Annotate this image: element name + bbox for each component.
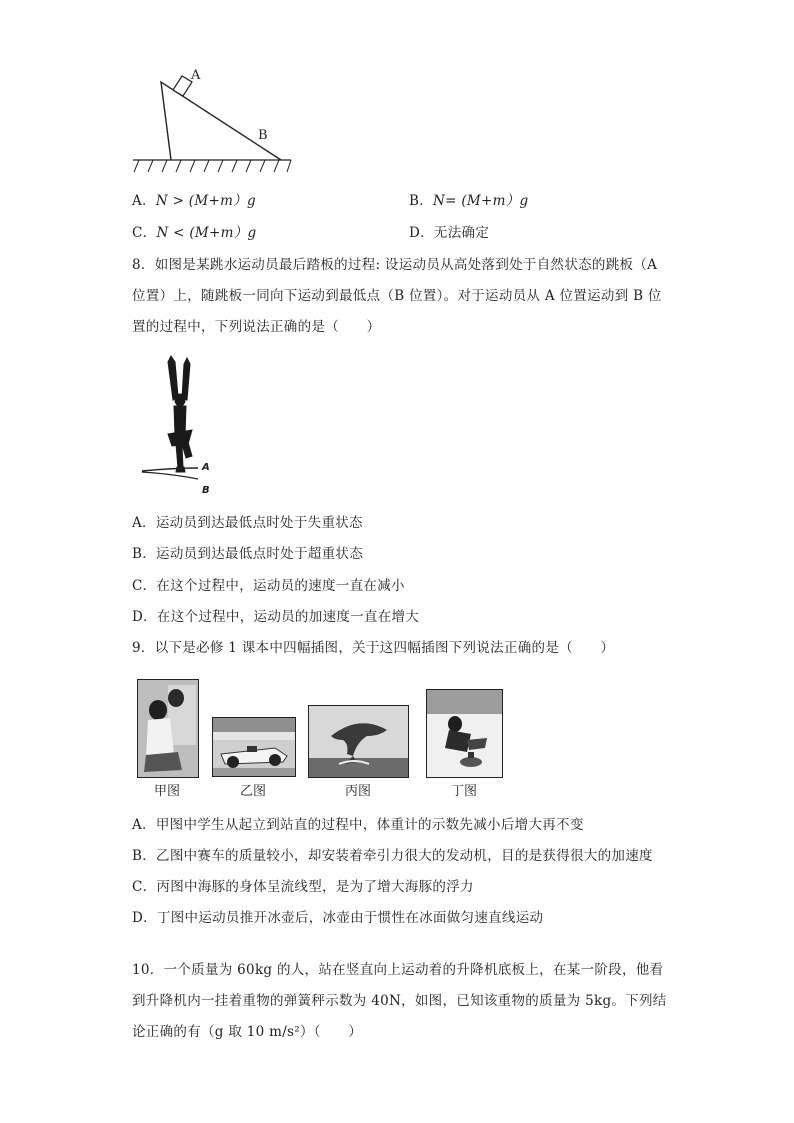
q7-option-c-operator: < [168,225,190,241]
q10-stem-line-2: 到升降机内一挂着重物的弹簧秤示数为 40N，如图，已知该重物的质量为 5kg。下列结 [132,993,667,1009]
caption-ding: 丁图 [451,784,478,799]
q8-option-b: B．运动员到达最低点时处于超重状态 [132,546,364,562]
q7-option-b-operator: = [445,193,462,209]
photo-bing-dolphin [308,705,409,778]
q8-option-a: A．运动员到达最低点时处于失重状态 [132,515,363,531]
incline-label-a: A [191,68,201,83]
q7-option-b-prefix: B． [409,193,434,209]
caption-jia: 甲图 [154,784,181,799]
diver-figure [138,350,218,500]
q9-option-c: C．丙图中海豚的身体呈流线型，是为了增大海豚的浮力 [132,879,474,895]
incline-label-b: B [258,128,268,143]
q8-stem-line-3: 置的过程中，下列说法正确的是（ ） [132,319,381,335]
q8-option-d: D．在这个过程中，运动员的加速度一直在增大 [132,609,420,625]
q8-stem-line-2: 位置）上，随跳板一同向下运动到最低点（B 位置）。对于运动员从 A 位置运动到 B 位 [132,288,662,304]
incline-figure [125,60,305,185]
diver-label-b: B [202,485,210,496]
q9-stem: 9．以下是必修 1 课本中四幅插图，关于这四幅插图下列说法正确的是（ ） [132,640,615,656]
q7-option-d: D．无法确定 [409,225,490,241]
q7-option-a-symbol: N [155,193,168,209]
q9-option-d: D．丁图中运动员推开冰壶后，冰壶由于惯性在冰面做匀速直线运动 [132,910,544,926]
q7-option-c [132,223,257,243]
q9-option-b: B．乙图中赛车的质量较小，却安装着牵引力很大的发动机，目的是获得很大的加速度 [132,848,653,864]
photo-jia-student-scale [137,679,199,778]
q8-stem-line-1: 8．如图是某跳水运动员最后踏板的过程: 设运动员从高处落到处于自然状态的跳板（A [132,257,658,273]
q9-option-a: A．甲图中学生从起立到站直的过程中，体重计的示数先减小后增大再不变 [132,817,584,833]
q7-option-b [409,191,529,211]
q7-option-c-prefix: C． [132,225,157,241]
q10-stem-line-3: 论正确的有（g 取 10 m/s²）（ ） [132,1024,363,1040]
q7-option-a [132,191,256,211]
q7-option-a-prefix: A． [132,193,156,209]
q10-stem-line-1: 10．一个质量为 60kg 的人，站在竖直向上运动着的升降机底板上，在某一阶段，他看 [132,962,664,978]
photo-ding-curling [426,689,503,778]
q7-option-b-rest: (M+m）g [461,193,529,209]
caption-bing: 丙图 [345,784,372,799]
q7-option-a-rest: (M+m）g [188,193,256,209]
photo-yi-race-car [212,717,296,777]
q8-option-c: C．在这个过程中，运动员的速度一直在减小 [132,578,405,594]
q7-option-c-symbol: N [156,225,169,241]
q7-option-a-operator: > [167,193,189,209]
caption-yi: 乙图 [240,784,267,799]
diver-label-a: A [202,462,210,473]
q7-option-b-symbol: N [433,193,446,209]
q7-option-c-rest: (M+m）g [189,225,257,241]
